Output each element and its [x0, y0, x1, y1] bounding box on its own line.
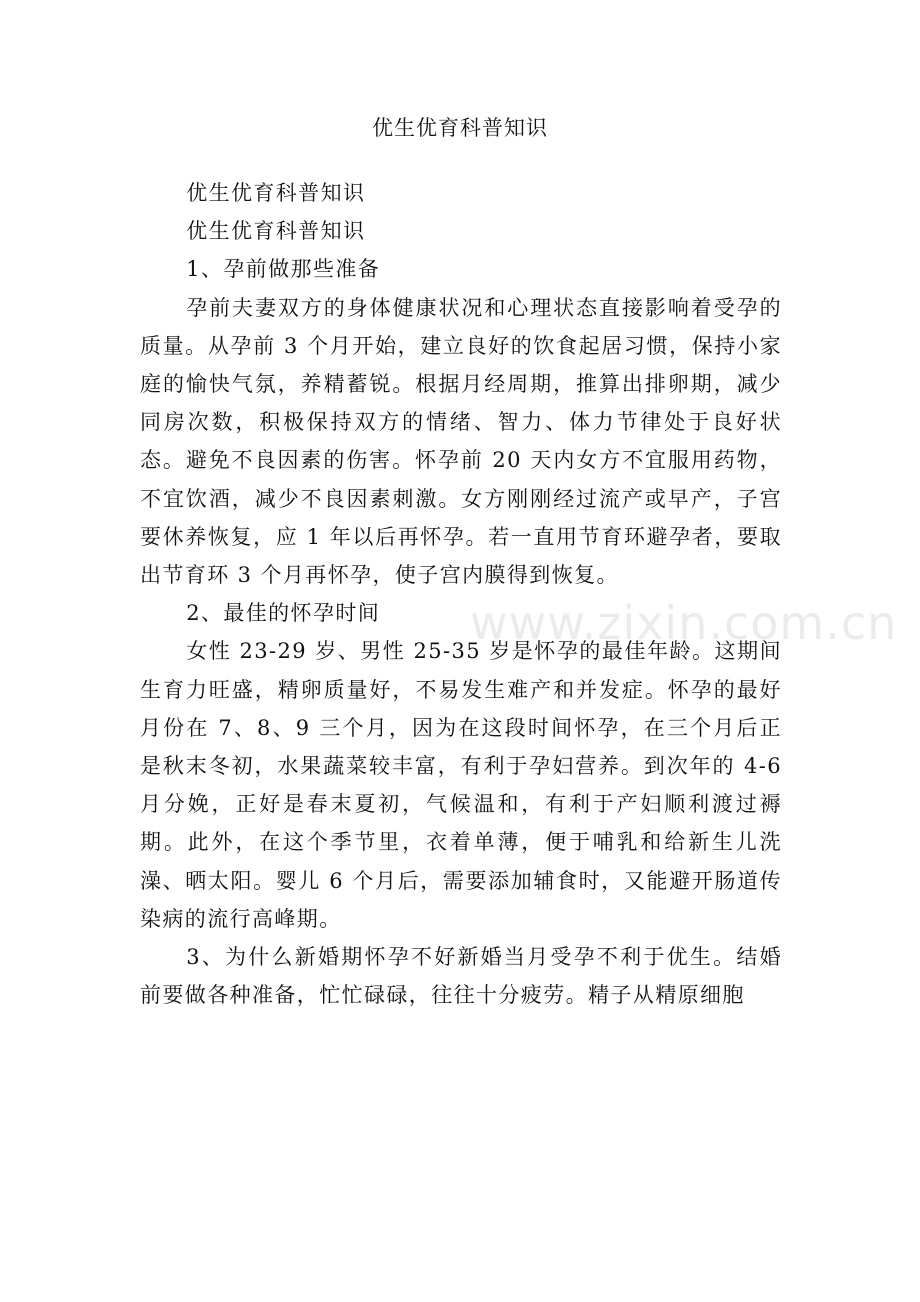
section-heading-1: 1、孕前做那些准备	[186, 257, 381, 282]
document-title: 优生优育科普知识	[372, 116, 548, 140]
section-heading-2: 2、最佳的怀孕时间	[186, 601, 381, 626]
section-paragraph-3: 3、为什么新婚期怀孕不好新婚当月受孕不利于优生。结婚前要做各种准备，忙忙碌碌，往往十分疲劳。精子从精原细胞	[140, 945, 782, 1008]
section-paragraph-2: 女性 23-29 岁、男性 25-35 岁是怀孕的最佳年龄。这期间生育力旺盛，精卵质量好，不易发生难产和并发症。怀孕的最好月份在 7、8、9 三个月，因为在这段时间怀孕，在三个月后正是秋末冬初，水果蔬菜较丰富，有利于孕妇营养。到次年的 4-6 月分娩，正好是春末夏初，气候温和，有利于产妇顺利渡过褥期。此外，在这个季节里，衣着单薄，便于哺乳和给新生儿洗澡、晒太阳。婴儿 6 个月后，需要添加辅食时，又能避开肠道传染病的流行高峰期。	[140, 639, 782, 931]
section-paragraph-1: 孕前夫妻双方的身体健康状况和心理状态直接影响着受孕的质量。从孕前 3 个月开始，建立良好的饮食起居习惯，保持小家庭的愉快气氛，养精蓄锐。根据月经周期，推算出排卵期，减少同房次数，积极保持双方的情绪、智力、体力节律处于良好状态。避免不良因素的伤害。怀孕前 20 天内女方不宜服用药物，不宜饮酒，减少不良因素刺激。女方刚刚经过流产或早产，子宫要休养恢复，应 1 年以后再怀孕。若一直用节育环避孕者，要取出节育环 3 个月再怀孕，使子宫内膜得到恢复。	[140, 295, 782, 588]
paragraph-repeated-title-2: 优生优育科普知识	[186, 219, 366, 244]
watermark: www.zixin.com.cn	[470, 596, 898, 650]
document-body	[140, 174, 782, 1014]
paragraph-repeated-title-1: 优生优育科普知识	[186, 181, 366, 205]
